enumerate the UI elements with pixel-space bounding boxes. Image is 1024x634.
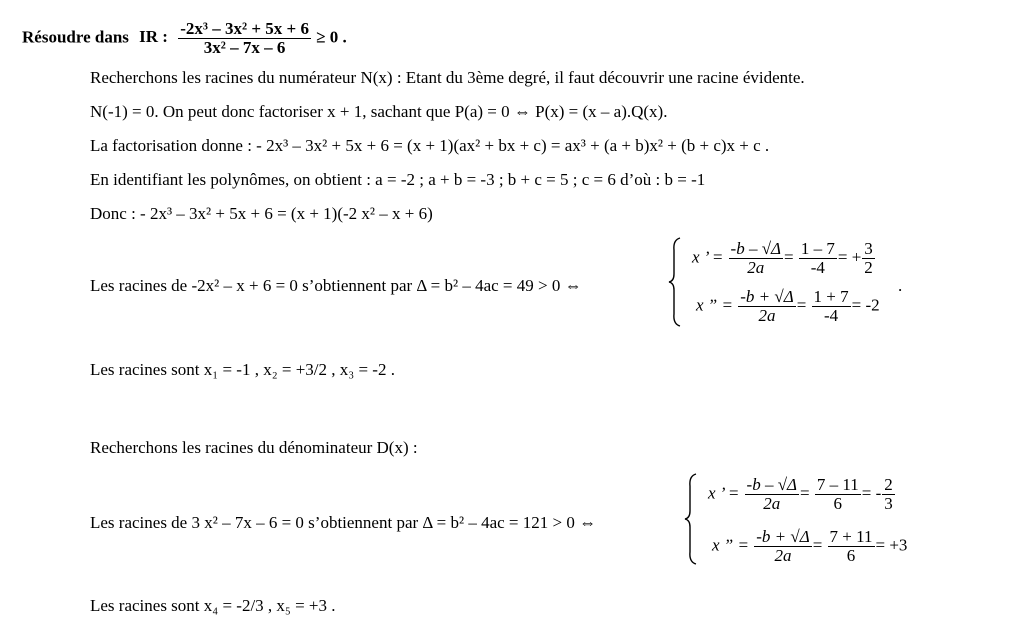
s1-r1-sign: = + — [837, 247, 862, 267]
s1-r2-f1-num: -b + √Δ — [740, 287, 794, 306]
line-racines-denominateur: Les racines de 3 x² – 7x – 6 = 0 s’obtiennent par Δ = b² – 4ac = 121 > 0 ⇔ — [90, 513, 597, 532]
header-lead: Résoudre dans — [22, 27, 129, 47]
line-factorisation: La factorisation donne : - 2x³ – 3x² + 5x + 6 = (x + 1)(ax² + bx + c) = ax³ + (a + b)x² + (b + c)x + c . — [90, 136, 770, 155]
s2-r2-res: = +3 — [875, 535, 908, 555]
s2-r1-f2-den: 6 — [833, 493, 843, 513]
system2-row2: x ” = $\frac{-b + √\Delta}{2a}$ = $\frac{7 + 11}{6}$ = +3 — [712, 527, 908, 565]
s2-r1-frac2 — [815, 476, 861, 513]
s2-r2-f1-num: -b + √Δ — [756, 527, 810, 546]
system1-row2: x ” = $\frac{-b + √\Delta}{2a}$ = $\frac{1 + 7}{-4}$ = -2 — [696, 287, 880, 325]
s2-r1-frac1 — [745, 476, 799, 513]
header-set: IR : — [139, 27, 168, 47]
left-brace-2 — [684, 472, 698, 566]
s1-r1-f3-num: 3 — [864, 239, 873, 258]
s1-r1-f1-den: 2a — [747, 257, 765, 277]
s1-r2-res: = -2 — [851, 295, 880, 315]
header-numerator: -2x³ – 3x² + 5x + 6 — [180, 19, 309, 38]
s1-r1-f2-den: -4 — [810, 257, 825, 277]
line-identification: En identifiant les polynômes, on obtient : a = -2 ; a + b = -3 ; b + c = 5 ; c = 6 d’où : b = -1 — [90, 170, 706, 189]
s1-r1-f2-num: 1 – 7 — [800, 239, 835, 258]
s1-r2-f2-num: 1 + 7 — [813, 287, 849, 306]
s2-r2-f2-den: 6 — [846, 545, 856, 565]
s1-r1-f3-den: 2 — [864, 257, 873, 277]
s1-r2-frac2 — [812, 288, 851, 325]
s2-r1-lhs: x ’ = — [708, 483, 740, 503]
s1-r1-frac2 — [799, 240, 837, 277]
header-denominator: 3x² – 7x – 6 — [203, 37, 286, 57]
s2-r2-f2-num: 7 + 11 — [829, 527, 873, 546]
s2-r2-lhs: x ” = — [712, 535, 749, 555]
s2-r1-f1-den: 2a — [763, 493, 781, 513]
s2-r1-sign: = - — [861, 483, 882, 503]
s1-r1-f1-num: -b – √Δ — [730, 239, 782, 258]
line-factorise: N(-1) = 0. On peut donc factoriser x + 1, sachant que P(a) = 0 ⇔ P(x) = (x – a).Q(x). — [90, 102, 668, 121]
s1-r1-frac1 — [729, 240, 783, 277]
line-numerator-intro: Recherchons les racines du numérateur N(x) : Etant du 3ème degré, il faut découvrir une racine évidente. — [90, 68, 805, 87]
s2-r2-frac1 — [754, 528, 811, 565]
s2-r1-f3-num: 2 — [884, 475, 893, 494]
system2-row1: x ’ = $\frac{-b - √\Delta}{2a}$ = $\frac{7 - 11}{6}$ = - $\frac{2}{3}$ — [708, 475, 893, 513]
left-brace-1 — [668, 236, 682, 328]
s2-r1-f3-den: 3 — [884, 493, 893, 513]
s2-r1-frac3 — [882, 476, 895, 513]
s2-r2-f1-den: 2a — [774, 545, 792, 565]
s1-r1-lhs: x ’ = — [692, 247, 724, 267]
system1-row1: x ’ = $\frac{-b - √\Delta}{2a}$ = $\frac{1 - 7}{-4}$ = + $\frac{3}{2}$ — [692, 239, 873, 277]
header-relation: ≥ 0 . — [316, 27, 347, 47]
exercise-header — [22, 20, 347, 57]
s2-r2-frac2 — [828, 528, 875, 565]
line-racines-sont-2: Les racines sont x₄ = -2/3 , x₅ = +3 . — [90, 596, 336, 615]
line-racines-sont-1: Les racines sont x₁ = -1 , x₂ = +3/2 , x₃ = -2 . — [90, 360, 395, 379]
header-fraction — [178, 20, 311, 57]
s1-r2-frac1 — [738, 288, 795, 325]
s1-r2-f1-den: 2a — [758, 305, 776, 325]
line-donc: Donc : - 2x³ – 3x² + 5x + 6 = (x + 1)(-2 x² – x + 6) — [90, 204, 433, 223]
s1-r1-frac3 — [862, 240, 875, 277]
s1-r2-f2-den: -4 — [823, 305, 839, 325]
line-denominator-intro: Recherchons les racines du dénominateur D(x) : — [90, 438, 418, 457]
s1-r2-lhs: x ” = — [696, 295, 733, 315]
s2-r1-f2-num: 7 – 11 — [816, 475, 859, 494]
line-racines-numerateur: Les racines de -2x² – x + 6 = 0 s’obtiennent par Δ = b² – 4ac = 49 > 0 ⇔ — [90, 276, 582, 295]
system1-dot: . — [898, 276, 903, 295]
s2-r1-f1-num: -b – √Δ — [746, 475, 798, 494]
